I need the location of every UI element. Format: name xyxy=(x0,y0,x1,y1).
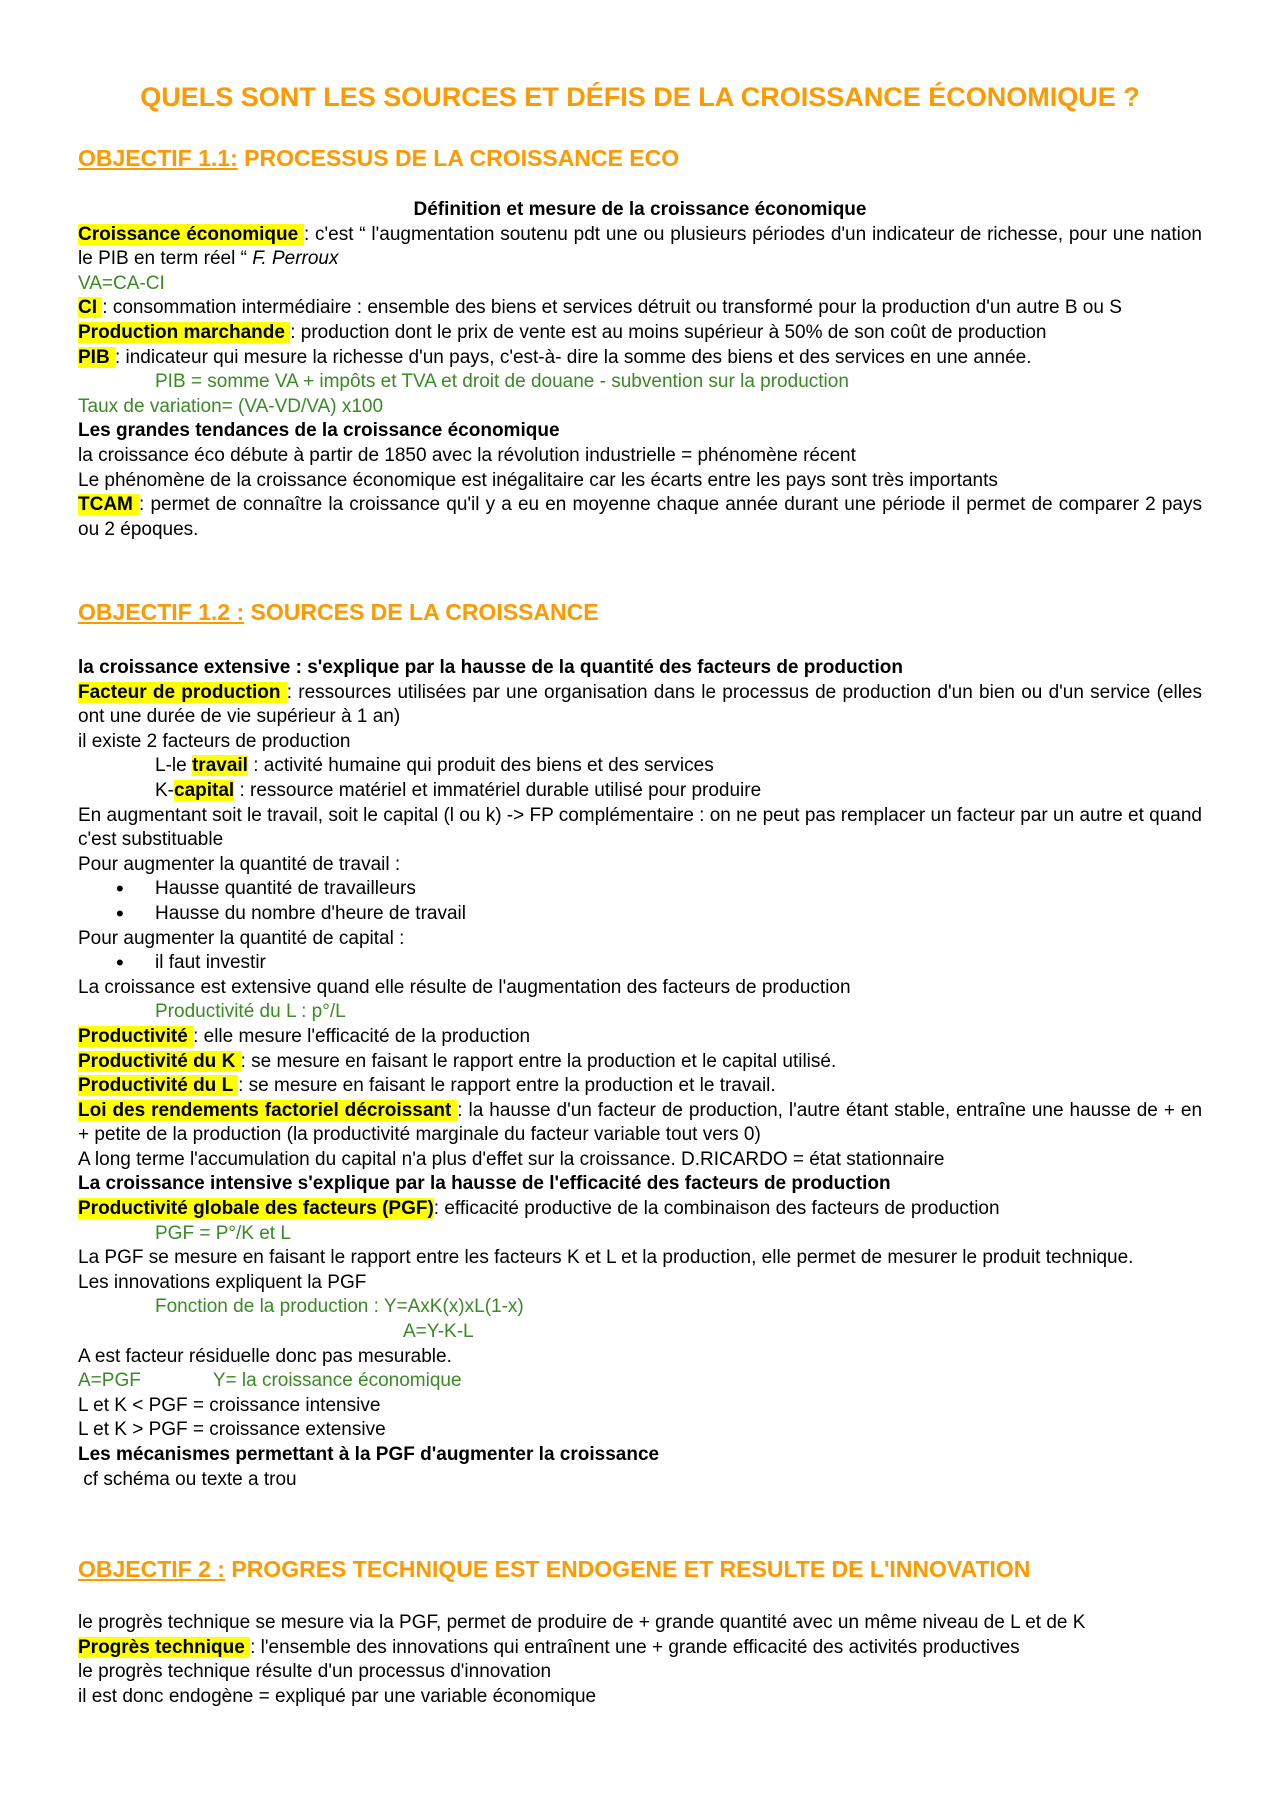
objective-label: OBJECTIF 1.2 : xyxy=(78,599,245,625)
definition-ci xyxy=(78,296,1202,321)
term-highlight: TCAM xyxy=(78,494,140,516)
section-objectif-2 xyxy=(78,1555,1202,1583)
formula-a: A=Y-K-L xyxy=(403,1321,474,1343)
paragraph: cf schéma ou texte a trou xyxy=(78,1468,297,1490)
document-title: QUELS SONT LES SOURCES ET DÉFIS DE LA CROISSANCE ÉCONOMIQUE ? xyxy=(140,82,1140,112)
formula-va: VA=CA-CI xyxy=(78,272,165,294)
objective-title: SOURCES DE LA CROISSANCE xyxy=(244,599,599,625)
section-heading xyxy=(78,1555,1202,1583)
definition-text: : l'ensemble des innovations qui entraînent une + grande efficacité des activités productives xyxy=(250,1636,1020,1658)
definition-progres-technique xyxy=(78,1636,1202,1661)
definition-text: : ressource matériel et immatériel durable utilisé pour produire xyxy=(234,779,762,801)
definition-loi-rendements xyxy=(78,1099,1202,1148)
subsection-title: Les grandes tendances de la croissance économique xyxy=(78,420,560,442)
definition-text: : se mesure en faisant le rapport entre la production et le travail. xyxy=(238,1075,776,1097)
term-highlight: Productivité du K xyxy=(78,1050,241,1072)
prefix: K- xyxy=(155,779,174,801)
definition-tcam xyxy=(78,493,1202,542)
paragraph: Les innovations expliquent la PGF xyxy=(78,1271,367,1293)
definition-travail xyxy=(78,754,1202,779)
term-highlight: Loi des rendements factoriel décroissant xyxy=(78,1099,458,1121)
definition-text: : consommation intermédiaire : ensemble des biens et services détruit ou transformé pour la production d'un autre B ou S xyxy=(102,297,1122,319)
section-objectif-1-2 xyxy=(78,598,1202,626)
formula-pib: PIB = somme VA + impôts et TVA et droit de douane - subvention sur la production xyxy=(155,371,849,393)
definition-text: : efficacité productive de la combinaison des facteurs de production xyxy=(433,1198,1000,1220)
definition-text: : ressources utilisées par une organisation dans le processus de production d'un bien ou d'un service (elles ont une durée de vie supérieur à 1 an) xyxy=(78,681,1202,728)
section-objectif-1-1 xyxy=(78,144,1202,172)
definition-productivite-k xyxy=(78,1050,1202,1075)
section-heading xyxy=(78,144,1202,172)
term-highlight: Croissance économique xyxy=(78,223,304,245)
paragraph: A long terme l'accumulation du capital n'a plus d'effet sur la croissance. D.RICARDO = état stationnaire xyxy=(78,1148,945,1170)
section-heading xyxy=(78,598,1202,626)
definition-text: : indicateur qui mesure la richesse d'un pays, c'est-à- dire la somme des biens et des services en une année. xyxy=(114,346,1032,368)
formula-taux-variation: Taux de variation= (VA-VD/VA) x100 xyxy=(78,395,384,417)
paragraph: La PGF se mesure en faisant le rapport entre les facteurs K et L et la production, elle permet de mesurer le produit technique. xyxy=(78,1247,1134,1269)
author: F. Perroux xyxy=(252,248,339,270)
definition-text: : permet de connaître la croissance qu'il y a eu en moyenne chaque année durant une période il permet de comparer 2 pays ou 2 époques. xyxy=(78,494,1203,540)
subsection-title: Les mécanismes permettant à la PGF d'augmenter la croissance xyxy=(78,1444,660,1465)
paragraph: Pour augmenter la quantité de capital : xyxy=(78,927,405,949)
formula-productivite-l: Productivité du L : p°/L xyxy=(155,1001,346,1023)
definition-pib xyxy=(78,346,1202,371)
definition-productivite-l xyxy=(78,1074,1202,1099)
definition-capital xyxy=(78,779,1202,804)
subsection-title: La croissance intensive s'explique par la hausse de l'efficacité des facteurs de production xyxy=(78,1173,891,1195)
definition-pgf xyxy=(78,1197,1202,1222)
definition-production-marchande xyxy=(78,321,1202,346)
formula-a-pgf xyxy=(78,1369,1202,1394)
paragraph: Le phénomène de la croissance économique est inégalitaire car les écarts entre les pays sont très importants xyxy=(78,469,998,491)
definition-text: : la hausse d'un facteur de production, l'autre étant stable, entraîne une hausse de + en + petite de la production (la productivité marginale du facteur variable tout vers 0) xyxy=(78,1099,1203,1146)
formula-part: A=PGF xyxy=(78,1370,141,1392)
paragraph: La croissance est extensive quand elle résulte de l'augmentation des facteurs de production xyxy=(78,976,851,998)
term-highlight: Progrès technique xyxy=(78,1636,251,1658)
term-highlight: Productivité du L xyxy=(78,1075,239,1097)
term-highlight: Productivité xyxy=(78,1025,194,1047)
definition-productivite xyxy=(78,1025,1202,1050)
formula-pgf: PGF = P°/K et L xyxy=(155,1222,291,1244)
paragraph: il est donc endogène = expliqué par une variable économique xyxy=(78,1685,597,1707)
formula-part: Y= la croissance économique xyxy=(212,1370,462,1392)
objective-title: PROCESSUS DE LA CROISSANCE ECO xyxy=(237,145,680,171)
paragraph: Pour augmenter la quantité de travail : xyxy=(78,853,401,875)
list-item: • Hausse quantité de travailleurs xyxy=(78,877,1202,902)
section-1-body xyxy=(78,198,1202,542)
paragraph: A est facteur résiduelle donc pas mesurable. xyxy=(78,1345,452,1367)
prefix: L-le xyxy=(155,755,192,777)
paragraph: En augmentant soit le travail, soit le capital (l ou k) -> FP complémentaire : on ne peut pas remplacer un facteur par un autre et quand c'est substituable xyxy=(78,804,1202,851)
term-highlight: PIB xyxy=(78,346,115,368)
objective-title: PROGRES TECHNIQUE EST ENDOGENE ET RESULTE DE L'INNOVATION xyxy=(224,1556,1031,1582)
definition-text: : activité humaine qui produit des biens et des services xyxy=(247,755,714,777)
formula-fonction-production: Fonction de la production : Y=AxK(x)xL(1-x) xyxy=(155,1296,524,1318)
section-2-body xyxy=(78,656,1202,1492)
definition-croissance xyxy=(78,223,1202,272)
definition-text: : production dont le prix de vente est au moins supérieur à 50% de son coût de production xyxy=(290,321,1047,343)
definition-text: : se mesure en faisant le rapport entre la production et le capital utilisé. xyxy=(240,1050,837,1072)
paragraph: la croissance éco débute à partir de 1850 avec la révolution industrielle = phénomène récent xyxy=(78,444,856,466)
paragraph: il existe 2 facteurs de production xyxy=(78,730,351,752)
list-item: • il faut investir xyxy=(78,951,1202,976)
definition-text: : elle mesure l'efficacité de la production xyxy=(193,1025,531,1047)
objective-label: OBJECTIF 1.1: xyxy=(78,145,238,171)
term-highlight: capital xyxy=(174,779,235,801)
paragraph: L et K > PGF = croissance extensive xyxy=(78,1419,386,1441)
paragraph: le progrès technique résulte d'un processus d'innovation xyxy=(78,1661,552,1683)
definition-facteur xyxy=(78,681,1202,730)
subsection-title: la croissance extensive : s'explique par la hausse de la quantité des facteurs de production xyxy=(78,657,903,678)
subsection-title: Définition et mesure de la croissance économique xyxy=(413,199,867,220)
term-highlight: Facteur de production xyxy=(78,681,287,703)
definition-text: : c'est “ l'augmentation soutenu pdt une ou plusieurs périodes d'un indicateur de richesse, pour une nation le PIB en term réel “ xyxy=(78,223,1202,270)
term-highlight: Production marchande xyxy=(78,321,291,343)
term-highlight: CI xyxy=(78,297,103,319)
term-highlight: travail xyxy=(191,755,248,777)
objective-label: OBJECTIF 2 : xyxy=(78,1556,225,1582)
paragraph: le progrès technique se mesure via la PGF, permet de produire de + grande quantité avec un même niveau de L et de K xyxy=(78,1612,1086,1633)
section-3-body xyxy=(78,1611,1202,1709)
list-item: • Hausse du nombre d'heure de travail xyxy=(78,902,1202,927)
term-highlight: Productivité globale des facteurs (PGF) xyxy=(78,1198,434,1220)
paragraph: L et K < PGF = croissance intensive xyxy=(78,1394,381,1416)
